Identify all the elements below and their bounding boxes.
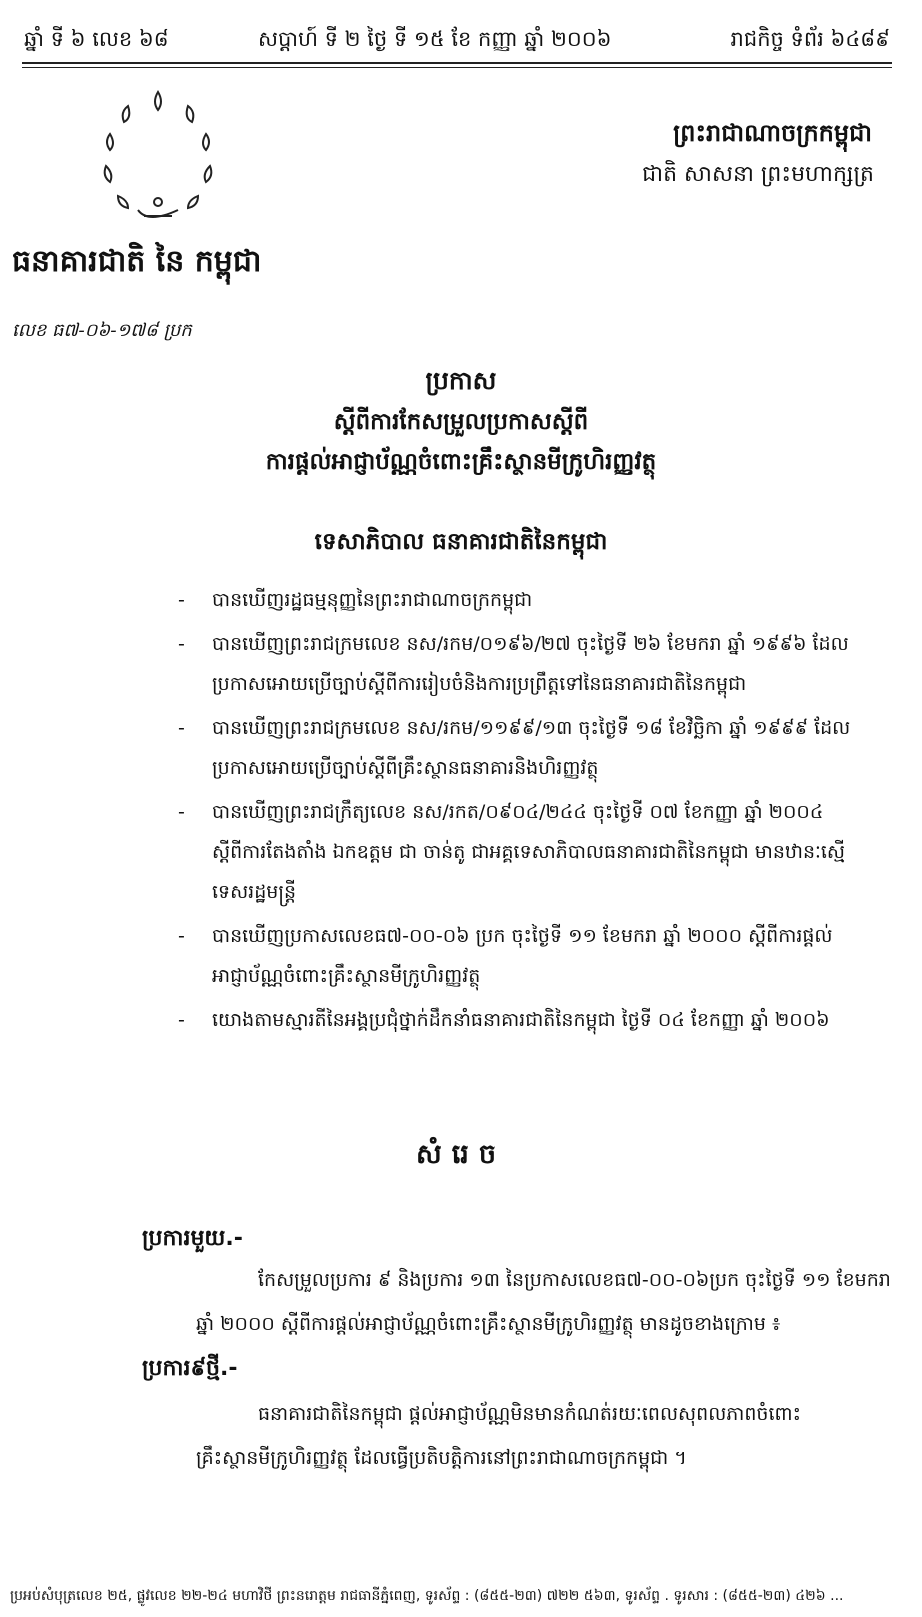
visa-item: - បានឃើញព្រះរាជក្រមលេខ នស/រកម/១១៩៩/១៣ ចុះថ្ងៃទី ១៨ ខែវិច្ឆិកា ឆ្នាំ ១៩៩៩ ដែលប្រកាសអោយប្រើច្បាប់ស្តីពីគ្រឹះស្ថានធនាគារនិងហិរញ្ញវត្ថុ <box>178 708 858 788</box>
kingdom-name: ព្រះរាជាណាចក្រកម្ពុជា <box>673 119 872 147</box>
article-1-line-2: ឆ្នាំ ២០០០ ស្តីពីការផ្តល់អាជ្ញាប័ណ្ណចំពោះគ្រឹះស្ថានមីក្រូហិរញ្ញវត្ថុ មានដូចខាងក្រោម ៖ <box>196 1313 781 1335</box>
visa-item: - បានឃើញព្រះរាជក្រមលេខ នស/រកម/០១៩៦/២៧ ចុះថ្ងៃទី ២៦ ខែមករា ឆ្នាំ ១៩៩៦ ដែលប្រកាសអោយប្រើច្បាប់ស្តីពីការរៀបចំនិងការប្រព្រឹត្តទៅនៃធនាគារជាតិនៃកម្ពុជា <box>178 624 858 704</box>
visa-list <box>178 580 858 1044</box>
header-issue: ឆ្នាំ ទី ៦ លេខ ៦៨ <box>24 27 169 51</box>
header-rule-bottom <box>22 67 892 68</box>
header-gazette-page: រាជកិច្ច ទំព័រ ៦៤៨៩ <box>730 27 890 51</box>
visa-item: - បានឃើញរដ្ឋធម្មនុញ្ញនៃព្រះរាជាណាចក្រកម្ពុជា <box>178 580 858 620</box>
visa-item: - យោងតាមស្មារតីនៃអង្គប្រជុំថ្នាក់ដឹកនាំធនាគារជាតិនៃកម្ពុជា ថ្ងៃទី ០៤ ខែកញ្ញា ឆ្នាំ ២០០៦ <box>178 1000 858 1040</box>
footer-contact: ប្រអប់សំបុត្រលេខ ២៥, ផ្លូវលេខ ២២-២៤ មហាវិថី ព្រះនរោត្តម រាជធានីភ្នំពេញ, ទូរស័ព្ទ : (៨៥៥-២៣) ៧២២ ៥៦៣, ទូរស័ព្ទ . ទូរសារ : (៨៥៥-២៣) ៤២៦ ... <box>10 1588 844 1604</box>
visa-item: - បានឃើញព្រះរាជក្រឹត្យលេខ នស/រកត/០៩០៤/២៤៤ ចុះថ្ងៃទី ០៧ ខែកញ្ញា ឆ្នាំ ២០០៤ ស្តីពីការតែងតាំង ឯកឧត្តម ជា ចាន់តូ ជាអគ្គទេសាភិបាលធនាគារជាតិនៃកម្ពុជា មានឋានៈស្មើទេសរដ្ឋមន្ត្រី <box>178 792 858 912</box>
governor-title: ទេសាភិបាល ធនាគារជាតិនៃកម្ពុជា <box>314 529 608 555</box>
issuer-name: ធនាគារជាតិ នៃ កម្ពុជា <box>12 244 262 279</box>
header-rule-top <box>22 62 892 64</box>
national-motto: ជាតិ សាសនា ព្រះមហាក្សត្រ <box>642 162 874 187</box>
document-subject-line-2: ការផ្តល់អាជ្ញាប័ណ្ណចំពោះគ្រឹះស្ថានមីក្រូហិរញ្ញវត្ថុ <box>265 449 657 475</box>
document-subject-line-1: ស្តីពីការកែសម្រួលប្រកាសស្តីពី <box>333 409 589 435</box>
article-9-heading: ប្រការ៩ថ្មី.- <box>142 1356 238 1381</box>
document-type: ប្រកាស <box>425 366 497 395</box>
header-date: សប្តាហ៍ ទី ២ ថ្ងៃ ទី ១៥ ខែ កញ្ញា ឆ្នាំ ២០០៦ <box>258 27 612 51</box>
bank-seal-emblem <box>88 84 228 234</box>
decision-heading: សំរេច <box>416 1139 506 1170</box>
article-1-line-1: កែសម្រួលប្រការ ៩ និងប្រការ ១៣ នៃប្រកាសលេខធ៧-០០-០៦ប្រក ចុះថ្ងៃទី ១១ ខែមករា <box>258 1269 891 1291</box>
visa-item: - បានឃើញប្រកាសលេខធ៧-០០-០៦ ប្រក ចុះថ្ងៃទី ១១ ខែមករា ឆ្នាំ ២០០០ ស្តីពីការផ្តល់អាជ្ញាប័ណ្ណចំពោះគ្រឹះស្ថានមីក្រូហិរញ្ញវត្ថុ <box>178 916 858 996</box>
article-9-line-1: ធនាគារជាតិនៃកម្ពុជា ផ្តល់អាជ្ញាប័ណ្ណមិនមានកំណត់រយៈពេលសុពលភាពចំពោះ <box>258 1403 801 1425</box>
article-9-line-2: គ្រឹះស្ថានមីក្រូហិរញ្ញវត្ថុ ដែលធ្វើប្រតិបត្តិការនៅព្រះរាជាណាចក្រកម្ពុជា ។ <box>196 1447 687 1469</box>
reference-number: លេខ ធ៧-០៦-១៧៨ ប្រក <box>12 320 192 341</box>
article-1-heading: ប្រការមួយ.- <box>142 1226 243 1251</box>
